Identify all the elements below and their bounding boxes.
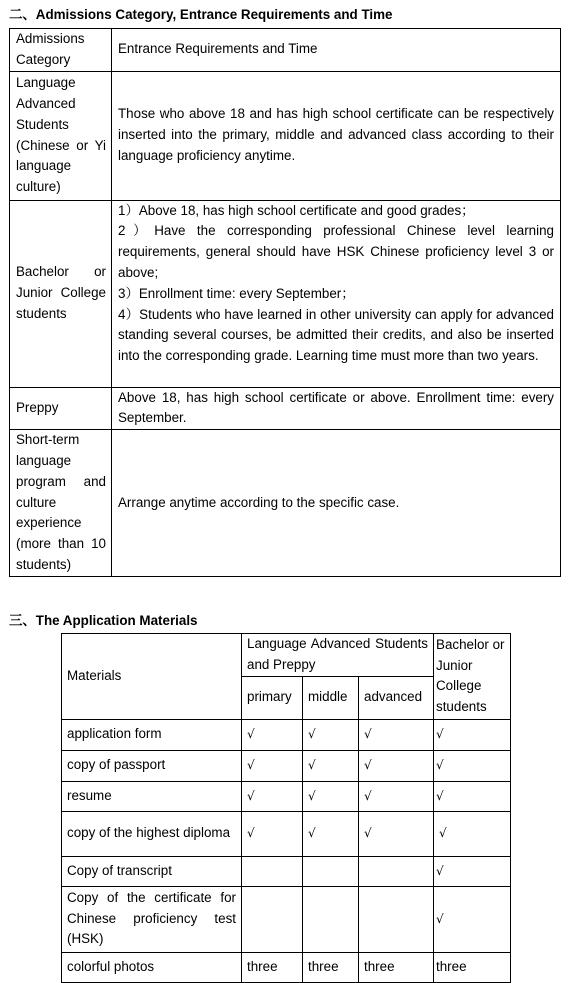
category-cell: Preppy [10, 387, 112, 430]
category-cell: Bachelor or Junior College students [10, 200, 112, 387]
material-name: resume [62, 781, 242, 811]
check-advanced: √ [359, 750, 434, 781]
check-advanced: √ [359, 719, 434, 750]
material-name: application form [62, 719, 242, 750]
check-middle: √ [303, 719, 359, 750]
admissions-header-row [10, 29, 561, 72]
check-middle [303, 886, 359, 952]
material-name: Copy of transcript [62, 856, 242, 886]
section-2-heading: 三、The Application Materials [9, 613, 198, 628]
table-row [62, 952, 511, 982]
count-advanced: three [359, 952, 434, 982]
requirement-item: 3）Enrollment time: every September； [118, 285, 355, 301]
requirements-cell: Those who above 18 and has high school certificate can be respectively inserted into the primary, middle and advanced class according to their language proficiency anytime. [112, 71, 561, 200]
table-row [10, 430, 561, 577]
table-row [10, 71, 561, 200]
header-materials: Materials [62, 634, 242, 720]
check-middle: √ [303, 750, 359, 781]
materials-header-row [62, 634, 511, 677]
header-language-advanced: Language Advanced Students and Preppy [242, 634, 434, 677]
table-row [62, 781, 511, 811]
check-primary [242, 886, 303, 952]
requirements-cell: Arrange anytime according to the specific case. [112, 430, 561, 577]
check-primary: √ [242, 811, 303, 856]
header-bachelor: Bachelor or Junior College students [434, 634, 511, 720]
admissions-table [9, 28, 561, 577]
check-advanced: √ [359, 781, 434, 811]
check-primary [242, 856, 303, 886]
count-middle: three [303, 952, 359, 982]
count-bachelor: three [434, 952, 511, 982]
header-entrance-requirements: Entrance Requirements and Time [112, 29, 561, 72]
check-bachelor: √ [434, 781, 511, 811]
material-name: Copy of the certificate for Chinese proficiency test (HSK) [62, 886, 242, 952]
header-admissions-category: Admissions Category [10, 29, 112, 72]
table-row [62, 886, 511, 952]
table-row [62, 811, 511, 856]
category-cell: Short-term language program and culture experience (more than 10 students) [10, 430, 112, 577]
table-row [10, 200, 561, 387]
table-row [10, 387, 561, 430]
material-name: copy of the highest diploma [62, 811, 242, 856]
count-primary: three [242, 952, 303, 982]
check-bachelor: √ [434, 886, 511, 952]
material-name: copy of passport [62, 750, 242, 781]
check-middle [303, 856, 359, 886]
check-bachelor: √ [434, 811, 511, 856]
requirements-cell: Above 18, has high school certificate or above. Enrollment time: every September. [112, 387, 561, 430]
header-advanced: advanced [359, 676, 434, 719]
check-primary: √ [242, 719, 303, 750]
requirement-item: 4）Students who have learned in other university can apply for advanced standing several courses, be admitted their credits, and also be inserted into the corresponding grade. Learning time must more than two years. [118, 306, 554, 364]
check-primary: √ [242, 781, 303, 811]
requirement-item: 2）Have the corresponding professional Chinese level learning requirements, general should have HSK Chinese proficiency level 3 or above; [118, 223, 554, 280]
check-primary: √ [242, 750, 303, 781]
check-middle: √ [303, 811, 359, 856]
requirements-cell [112, 200, 561, 387]
header-primary: primary [242, 676, 303, 719]
table-row [62, 719, 511, 750]
section-1-heading: 二、Admissions Category, Entrance Requirements and Time [9, 7, 393, 22]
materials-table [61, 633, 511, 983]
check-advanced [359, 886, 434, 952]
check-bachelor: √ [434, 719, 511, 750]
check-advanced: √ [359, 811, 434, 856]
check-bachelor: √ [434, 750, 511, 781]
category-cell: Language Advanced Students (Chinese or Yi language culture) [10, 71, 112, 200]
check-middle: √ [303, 781, 359, 811]
check-bachelor: √ [434, 856, 511, 886]
requirement-item: 1）Above 18, has high school certificate and good grades； [118, 202, 475, 218]
header-middle: middle [303, 676, 359, 719]
table-row [62, 856, 511, 886]
check-advanced [359, 856, 434, 886]
table-row [62, 750, 511, 781]
material-name: colorful photos [62, 952, 242, 982]
